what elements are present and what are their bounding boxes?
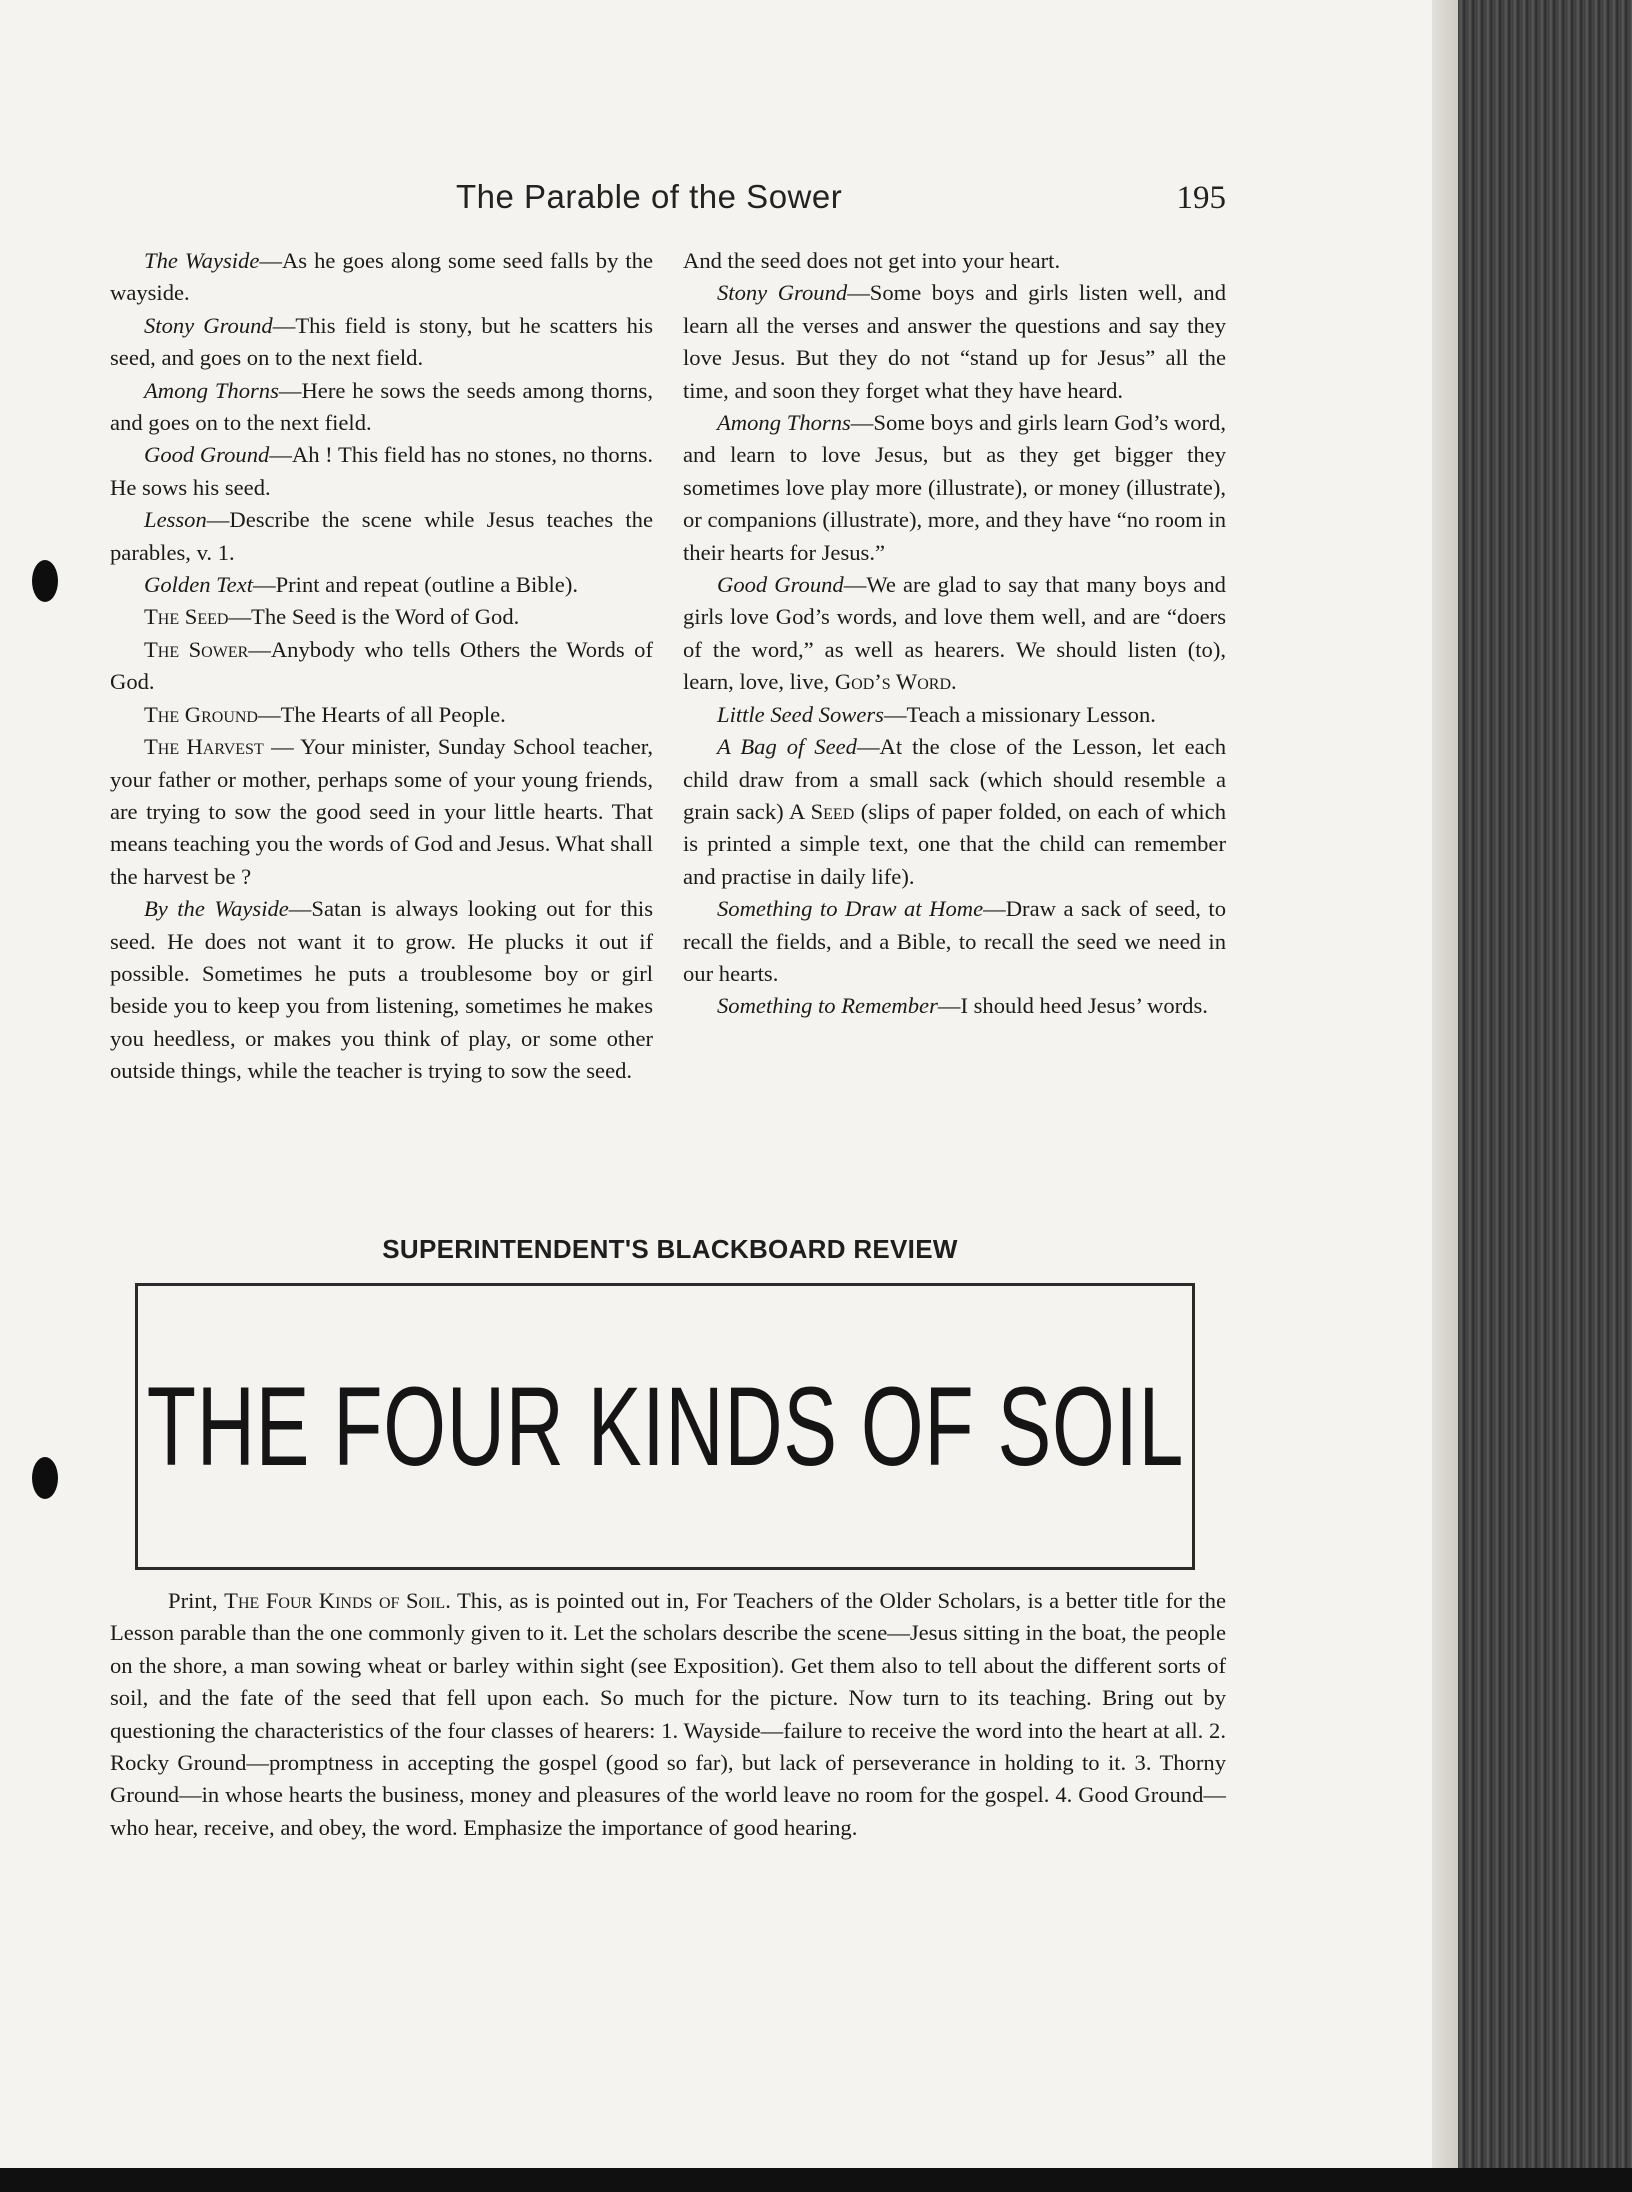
paragraph-the-ground: The Ground—The Hearts of all People. [144,701,506,727]
page-gutter [1432,0,1458,2192]
review-paragraph: Print, The Four Kinds of Soil. This, as is pointed out in, For Teachers of the Older Scholars, is a better title for the Lesson parable than the one commonly given to it. Let the scholars describe the scene—Jesus sitting in the boat, the people on the shore, a man sowing wheat or barley within sight (see Exposition). Get them also to tell about the different sorts of soil, and the fate of the seed that fell upon each. So much for the picture. Now turn to its teaching. Bring out by questioning the characteristics of the four classes of hearers: 1. Wayside—failure to receive the word into the heart at all. 2. Rocky Ground—promptness in accepting the gospel (good so far), but lack of perseverance in holding to it. 3. Thorny Ground—in whose hearts the business, money and pleasures of the world leave no room for the gospel. 4. Good Ground—who hear, receive, and obey, the word. Emphasize the importance of good hearing. [110,1588,1226,1840]
paragraph-lesson: Lesson—Describe the scene while Jesus teaches the parables, v. 1. [110,507,653,565]
paragraph-among-thorns-2: Among Thorns—Some boys and girls learn God’s word, and learn to love Jesus, but as they get bigger they sometimes love play more (illustrate), or money (illustrate), or companions (illustrate), more, and they have “no room in their hearts for Jesus.” [683,410,1226,565]
paragraph-the-seed: The Seed—The Seed is the Word of God. [144,604,520,630]
punch-hole-upper [32,560,58,602]
review-text [110,1585,1226,1844]
blackboard-text: THE FOUR KINDS OF SOIL [146,1364,1184,1489]
paragraph-among-thorns: Among Thorns—Here he sows the seeds among thorns, and goes on to the next field. [110,377,653,436]
paragraph-golden-text: Golden Text—Print and repeat (outline a Bible). [144,572,579,598]
paragraph-bag-of-seed: A Bag of Seed—At the close of the Lesson, let each child draw from a small sack (which should resemble a grain sack) A Seed (slips of paper folded, on each of which is printed a simple text, one that the child can remember and practise in daily life). [683,734,1226,889]
paragraph-draw-at-home: Something to Draw at Home—Draw a sack of seed, to recall the fields, and a Bible, to recall the seed we need in our hearts. [683,896,1226,986]
section-title: SUPERINTENDENT'S BLACKBOARD REVIEW [382,1234,958,1264]
paragraph-by-the-wayside: By the Wayside—Satan is always looking out for this seed. He does not want it to grow. He plucks it out if possible. Sometimes he puts a troublesome boy or girl beside you to keep you from listening, sometimes he makes you heedless, or makes you think of play, or some other outside things, while the teacher is trying to sow the seed. [110,896,653,1084]
scan-border [0,2168,1632,2192]
punch-hole-lower [32,1457,58,1499]
page-header [110,178,1226,226]
page-number: 195 [1176,180,1226,216]
paragraph-continuation: And the seed does not get into your heart. [683,248,1061,273]
paragraph-good-ground-2: Good Ground—We are glad to say that many boys and girls love God’s words, and love them well, and are “doers of the word,” as well as hearers. We should listen (to), learn, love, live, God’s Word. [683,572,1226,695]
paragraph-the-sower: The Sower—Anybody who tells Others the Words of God. [110,636,653,695]
paragraph-little-seed-sowers: Little Seed Sowers—Teach a missionary Lesson. [717,701,1156,727]
left-column [110,245,653,1088]
right-column [683,245,1226,1023]
paragraph-good-ground: Good Ground—Ah ! This field has no stones, no thorns. He sows his seed. [110,442,653,500]
paragraph-the-harvest: The Harvest — Your minister, Sunday School teacher, your father or mother, perhaps some of your young friends, are trying to sow the good seed in your little hearts. That means teaching you the words of God and Jesus. What shall the harvest be ? [110,734,653,889]
paragraph-stony-ground-2: Stony Ground—Some boys and girls listen well, and learn all the verses and answer the questions and say they love Jesus. But they do not “stand up for Jesus” all the time, and soon they forget what they have heard. [683,280,1226,403]
paragraph-to-remember: Something to Remember—I should heed Jesus’ words. [717,993,1208,1019]
paragraph-wayside: The Wayside—As he goes along some seed falls by the wayside. [110,248,653,306]
book-edge [1458,0,1632,2192]
running-title: The Parable of the Sower [456,178,843,215]
blackboard-box [135,1283,1195,1570]
paragraph-stony-ground: Stony Ground—This field is stony, but he scatters his seed, and goes on to the next field. [110,312,653,371]
